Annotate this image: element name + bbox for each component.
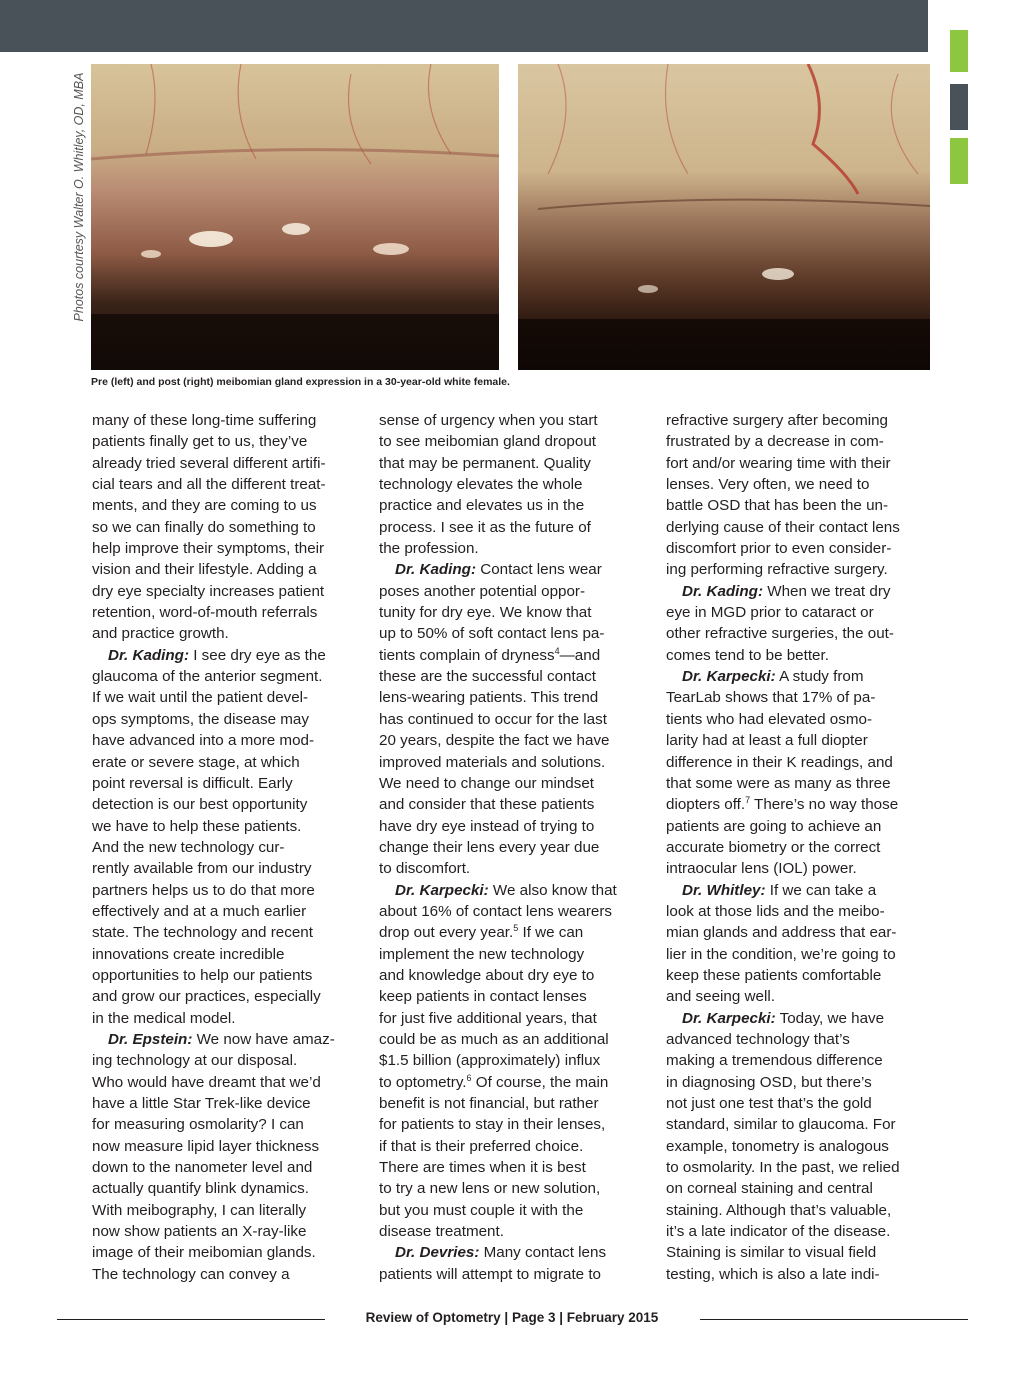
text-line: Dr. Karpecki: Today, we have	[682, 1009, 885, 1027]
text-line: keep patients in contact lenses	[379, 988, 587, 1006]
text-line: vision and their lifestyle. Adding a	[92, 561, 317, 579]
text-line: 20 years, despite the fact we have	[379, 732, 610, 750]
text-line: we have to help these patients.	[92, 817, 302, 835]
text-line: lenses. Very often, we need to	[666, 476, 870, 494]
reference-superscript: 7	[745, 795, 751, 806]
text-line: have dry eye instead of trying to	[379, 817, 595, 835]
text-line: have advanced into a more mod-	[92, 732, 315, 750]
text-line: ing technology at our disposal.	[92, 1052, 298, 1070]
reference-superscript: 6	[466, 1072, 472, 1083]
text-line: accurate biometry or the correct	[666, 838, 881, 856]
speaker-name: Dr. Kading:	[395, 561, 477, 579]
text-line: and consider that these patients	[379, 796, 595, 814]
text-line: rently available from our industry	[92, 860, 312, 878]
text-line: ops symptoms, the disease may	[92, 710, 309, 728]
text-line: lier in the condition, we’re going to	[666, 945, 896, 963]
photo-credit: Photos courtesy Walter O. Whitley, OD, MBA	[72, 72, 86, 322]
speaker-name: Dr. Kading:	[682, 582, 764, 600]
text-line: now show patients an X-ray-like	[92, 1223, 307, 1241]
page-footer: Review of Optometry | Page 3 | February 2015	[365, 1310, 659, 1325]
text-line: in diagnosing OSD, but there’s	[666, 1073, 872, 1091]
text-line: to optometry.$^6$ Of course, the main	[379, 1072, 609, 1091]
text-line: benefit is not financial, but rather	[379, 1095, 599, 1112]
text-line: With meibography, I can literally	[92, 1201, 307, 1219]
text-line: Dr. Kading: I see dry eye as the	[108, 646, 326, 664]
text-line: dry eye specialty increases patient	[92, 582, 325, 600]
text-line: already tried several different artifi-	[92, 454, 326, 472]
speaker-name: Dr. Epstein:	[108, 1030, 193, 1048]
text-line: and grow our practices, especially	[92, 988, 321, 1006]
text-line: has continued to occur for the last	[379, 710, 607, 728]
text-line: improved materials and solutions.	[379, 753, 606, 771]
text-line: making a tremendous difference	[666, 1052, 883, 1070]
speaker-name: Dr. Karpecki:	[682, 668, 776, 686]
text-line: not just one test that’s the gold	[666, 1095, 872, 1112]
reference-superscript: 5	[513, 923, 519, 934]
text-line: practice and elevates us in the	[379, 497, 585, 515]
text-line: If we wait until the patient devel-	[92, 689, 309, 707]
text-line: cial tears and all the different treat-	[92, 476, 326, 494]
text-line: Staining is similar to visual field	[666, 1244, 877, 1262]
accent-tab-gray	[950, 84, 968, 130]
text-line: refractive surgery after becoming	[666, 412, 888, 429]
text-line: partners helps us to do that more	[92, 881, 315, 899]
text-line: but you must couple it with the	[379, 1201, 584, 1219]
speaker-name: Dr. Whitley:	[682, 881, 766, 899]
text-line: actually quantify blink dynamics.	[92, 1180, 309, 1198]
text-line: Dr. Devries: Many contact lens	[395, 1244, 607, 1262]
text-line: derlying cause of their contact lens	[666, 518, 900, 536]
footer-rule-left	[57, 1319, 325, 1320]
text-line: help improve their symptoms, their	[92, 540, 325, 558]
text-line: other refractive surgeries, the out-	[666, 625, 894, 643]
text-line: larity had at least a full diopter	[666, 732, 868, 750]
text-line: have a little Star Trek-like device	[92, 1095, 311, 1112]
text-column-1	[92, 410, 358, 1285]
photo-pre-expression	[91, 64, 499, 370]
reference-superscript: 4	[554, 645, 560, 656]
text-line: glaucoma of the anterior segment.	[92, 668, 323, 686]
text-line: innovations create incredible	[92, 945, 285, 963]
text-line: discomfort prior to even consider-	[666, 540, 892, 558]
text-line: mian glands and address that ear-	[666, 924, 897, 942]
text-line: patients will attempt to migrate to	[379, 1265, 602, 1283]
text-line: eye in MGD prior to cataract or	[666, 604, 874, 622]
text-line: to discomfort.	[379, 860, 471, 878]
footer-rule-right	[700, 1319, 968, 1320]
text-line: tunity for dry eye. We know that	[379, 604, 592, 622]
text-line: There are times when it is best	[379, 1159, 586, 1177]
text-line: The technology can convey a	[92, 1265, 290, 1283]
text-line: testing, which is also a late indi-	[666, 1265, 880, 1283]
text-line: these are the successful contact	[379, 668, 596, 686]
text-line: and seeing well.	[666, 988, 775, 1006]
text-line: so we can finally do something to	[92, 518, 316, 536]
text-line: for patients to stay in their lenses,	[379, 1116, 606, 1134]
text-line: for just five additional years, that	[379, 1009, 597, 1027]
text-line: staining. Although that’s valuable,	[666, 1201, 892, 1219]
text-line: comes tend to be better.	[666, 646, 829, 664]
text-line: the profession.	[379, 540, 479, 558]
text-line: that some were as many as three	[666, 774, 891, 792]
text-line: poses another potential oppor-	[379, 582, 586, 600]
text-line: Who would have dreamt that we’d	[92, 1073, 321, 1091]
text-line: Dr. Karpecki: A study from	[682, 668, 864, 686]
text-line: opportunities to help our patients	[92, 966, 313, 984]
text-line: ments, and they are coming to us	[92, 497, 317, 515]
text-line: erate or severe stage, at which	[92, 753, 300, 771]
photo-post-expression	[518, 64, 930, 370]
text-line: frustrated by a decrease in com-	[666, 433, 884, 451]
text-line: difference in their K readings, and	[666, 753, 893, 771]
text-line: Dr. Kading: When we treat dry	[682, 582, 891, 600]
text-line: And the new technology cur-	[92, 838, 285, 856]
text-line: patients are going to achieve an	[666, 817, 882, 835]
text-line: state. The technology and recent	[92, 924, 313, 942]
text-line: and practice growth.	[92, 625, 229, 643]
text-line: fort and/or wearing time with their	[666, 454, 891, 472]
text-line: now measure lipid layer thickness	[92, 1137, 320, 1155]
figure-caption: Pre (left) and post (right) meibomian gland expression in a 30-year-old white female.	[91, 376, 510, 388]
text-line: about 16% of contact lens wearers	[379, 902, 613, 920]
text-line: image of their meibomian glands.	[92, 1244, 316, 1262]
text-line: sense of urgency when you start	[379, 412, 598, 429]
text-line: standard, similar to glaucoma. For	[666, 1116, 896, 1134]
text-line: in the medical model.	[92, 1009, 236, 1027]
text-line: that may be permanent. Quality	[379, 454, 591, 472]
header-bar	[0, 0, 928, 52]
text-line: to try a new lens or new solution,	[379, 1180, 601, 1198]
accent-tab-green-bottom	[950, 138, 968, 184]
text-line: many of these long-time suffering	[92, 412, 317, 429]
text-line: advanced technology that’s	[666, 1030, 850, 1048]
text-line: retention, word-of-mouth referrals	[92, 604, 318, 622]
text-line: tients complain of dryness$^4$—and	[379, 645, 601, 664]
speaker-name: Dr. Devries:	[395, 1244, 480, 1262]
text-line: keep these patients comfortable	[666, 966, 882, 984]
text-line: example, tonometry is analogous	[666, 1137, 889, 1155]
text-line: disease treatment.	[379, 1223, 504, 1241]
text-line: on corneal staining and central	[666, 1180, 873, 1198]
text-column-3	[666, 410, 932, 1285]
text-line: to see meibomian gland dropout	[379, 433, 596, 451]
text-line: to osmolarity. In the past, we relied	[666, 1159, 900, 1177]
text-line: Dr. Karpecki: We also know that	[395, 881, 617, 899]
text-line: tients who had elevated osmo-	[666, 710, 872, 728]
text-line: Dr. Epstein: We now have amaz-	[108, 1030, 335, 1048]
text-line: drop out every year.$^5$ If we can	[379, 923, 584, 942]
text-line: TearLab shows that 17% of pa-	[666, 689, 876, 707]
text-line: ing performing refractive surgery.	[666, 561, 888, 579]
speaker-name: Dr. Kading:	[108, 646, 190, 664]
text-column-2	[379, 410, 645, 1285]
text-line: Dr. Kading: Contact lens wear	[395, 561, 602, 579]
speaker-name: Dr. Karpecki:	[682, 1009, 776, 1027]
text-line: diopters off.$^7$ There’s no way those	[666, 795, 899, 814]
text-line: intraocular lens (IOL) power.	[666, 860, 857, 878]
text-line: effectively and at a much earlier	[92, 902, 307, 920]
text-line: technology elevates the whole	[379, 476, 583, 494]
text-line: lens-wearing patients. This trend	[379, 689, 599, 707]
text-line: up to 50% of soft contact lens pa-	[379, 625, 605, 643]
text-line: point reversal is difficult. Early	[92, 774, 293, 792]
text-line: detection is our best opportunity	[92, 796, 308, 814]
text-line: and knowledge about dry eye to	[379, 966, 595, 984]
text-line: battle OSD that has been the un-	[666, 497, 889, 515]
text-line: look at those lids and the meibo-	[666, 902, 885, 920]
text-line: Dr. Whitley: If we can take a	[682, 881, 877, 899]
text-line: if that is their preferred choice.	[379, 1137, 584, 1155]
text-line: patients finally get to us, they’ve	[92, 433, 308, 451]
text-line: $1.5 billion (approximately) influx	[379, 1052, 601, 1070]
text-line: change their lens every year due	[379, 838, 600, 856]
text-line: it’s a late indicator of the disease.	[666, 1223, 891, 1241]
speaker-name: Dr. Karpecki:	[395, 881, 489, 899]
text-line: process. I see it as the future of	[379, 518, 591, 536]
text-line: We need to change our mindset	[379, 774, 595, 792]
text-line: could be as much as an additional	[379, 1030, 609, 1048]
accent-tab-green-top	[950, 30, 968, 72]
text-line: implement the new technology	[379, 945, 585, 963]
text-line: for measuring osmolarity? I can	[92, 1116, 304, 1134]
text-line: down to the nanometer level and	[92, 1159, 313, 1177]
